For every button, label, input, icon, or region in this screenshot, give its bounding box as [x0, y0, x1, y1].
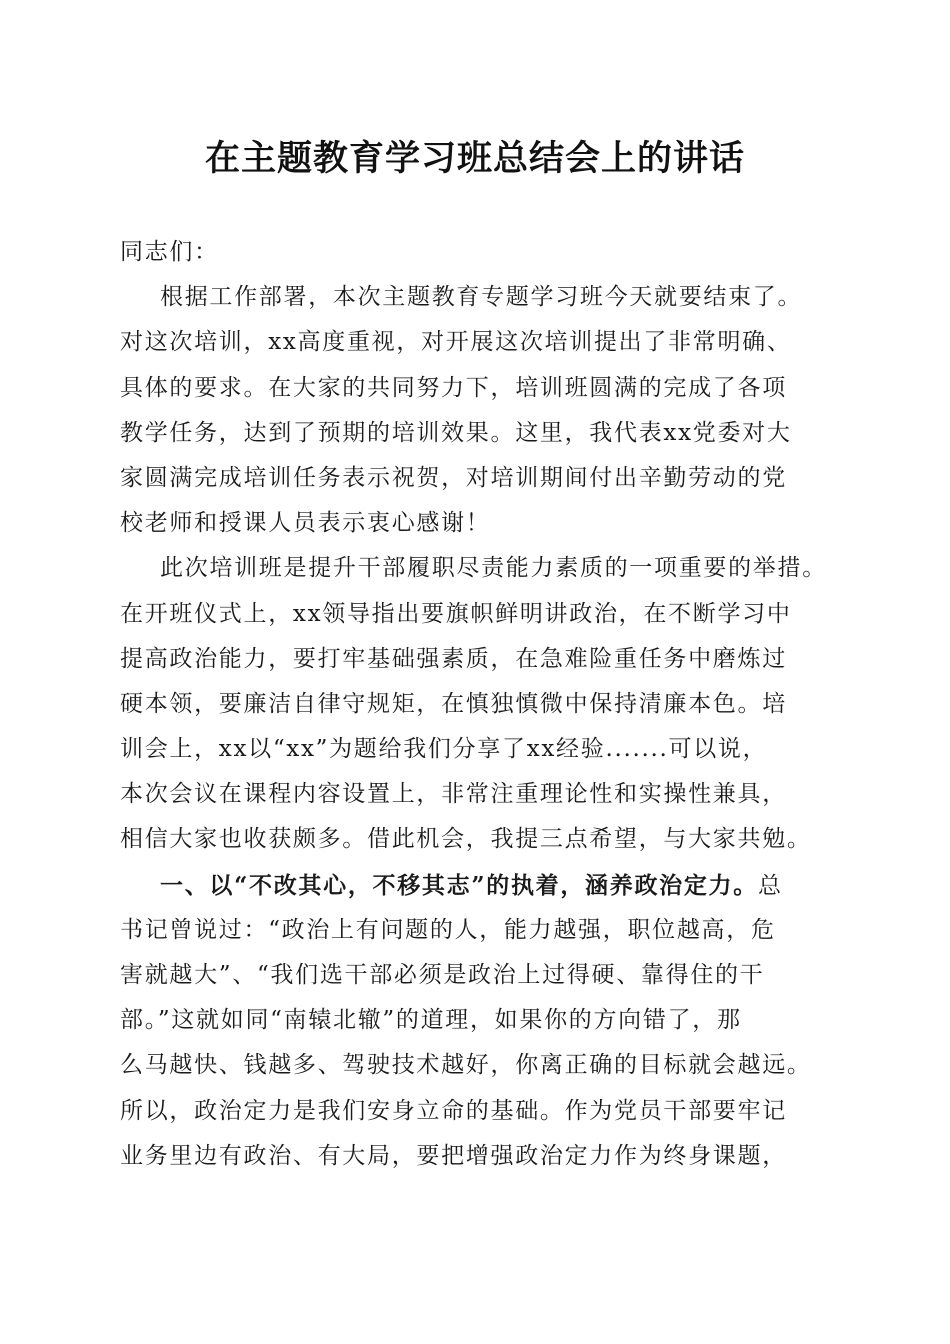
paragraph-line: 本次会议在课程内容设置上，非常注重理论性和实操性兼具，: [120, 781, 787, 808]
section-heading: 一、以“不改其心，不移其志”的执着，涵养政治定力。: [160, 871, 758, 899]
paragraph-line: 么马越快、钱越多、驾驶技术越好，你离正确的目标就会越远。: [120, 1052, 812, 1079]
section-heading-continuation: 总: [757, 872, 783, 899]
paragraph-line: 此次培训班是提升干部履职尽责能力素质的一项重要的举措。: [160, 555, 827, 582]
section-heading-line: [120, 863, 840, 908]
paragraph-line: 业务里边有政治、有大局，要把增强政治定力作为终身课题，: [120, 1142, 787, 1169]
paragraph-line: 家圆满完成培训任务表示祝贺，对培训期间付出辛勤劳动的党: [120, 464, 787, 491]
paragraph-line: 相信大家也收获颇多。借此机会，我提三点希望，与大家共勉。: [120, 826, 812, 853]
paragraph-line: 硬本领，要廉洁自律守规矩，在慎独慎微中保持清廉本色。培: [120, 690, 787, 717]
document-title: 在主题教育学习班总结会上的讲话: [204, 138, 745, 179]
paragraph-line: 对这次培训，xx高度重视，对开展这次培训提出了非常明确、: [120, 329, 792, 356]
paragraph-line: 在开班仪式上，xx领导指出要旗帜鲜明讲政治，在不断学习中: [120, 600, 792, 627]
paragraph-line: 校老师和授课人员表示衷心感谢！: [120, 510, 491, 537]
paragraph-line: 书记曾说过：“政治上有问题的人，能力越强，职位越高，危: [120, 916, 776, 943]
paragraph-line: 害就越大”、“我们选干部必须是政治上过得硬、靠得住的干: [120, 962, 765, 988]
salutation: 同志们：: [120, 239, 219, 265]
paragraph-line: 所以，政治定力是我们安身立命的基础。作为党员干部要牢记: [120, 1097, 787, 1124]
paragraph-line: 训会上，xx以“xx”为题给我们分享了xx经验.......可以说，: [120, 736, 768, 763]
paragraph-line: 教学任务，达到了预期的培训效果。这里，我代表xx党委对大: [120, 419, 792, 446]
document-body: [120, 230, 840, 1179]
paragraph-line: 根据工作部署，本次主题教育专题学习班今天就要结束了。: [160, 284, 803, 311]
paragraph-line: 提高政治能力，要打牢基础强素质，在急难险重任务中磨炼过: [120, 645, 787, 672]
paragraph-line: 具体的要求。在大家的共同努力下，培训班圆满的完成了各项: [120, 374, 787, 401]
paragraph-line: 部。”这就如同“南辕北辙”的道理，如果你的方向错了，那: [120, 1007, 742, 1034]
